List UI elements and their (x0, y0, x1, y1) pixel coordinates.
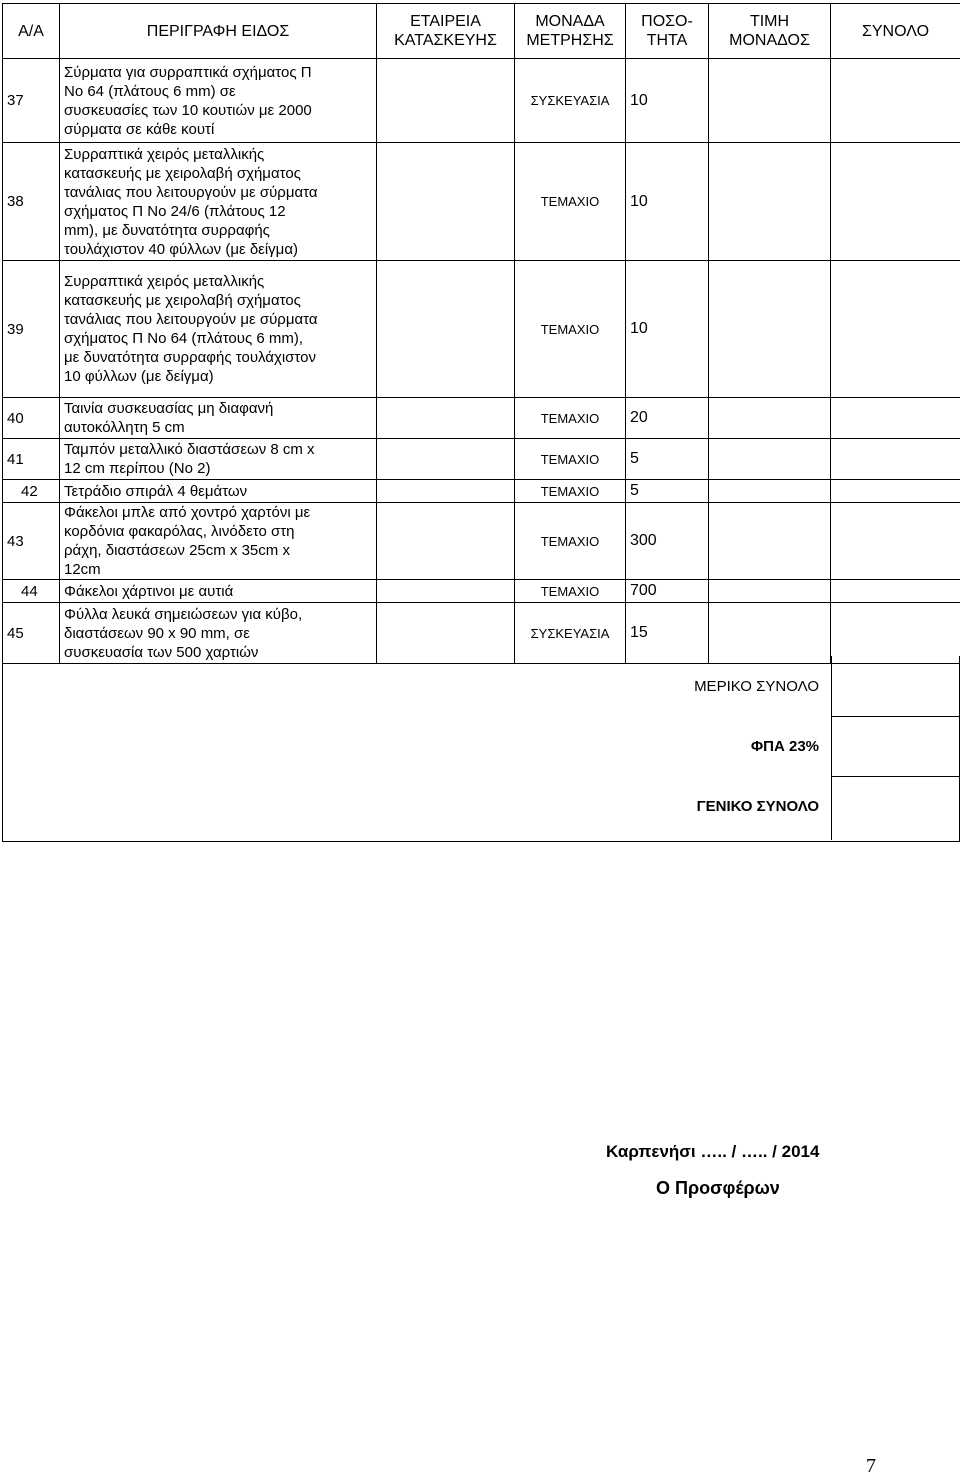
table-row (3, 59, 960, 143)
table-row (3, 603, 960, 664)
row-description (60, 398, 377, 439)
row-manufacturer (377, 480, 515, 503)
row-description (60, 439, 377, 480)
items-table (2, 3, 960, 664)
row-unit: ΤΕΜΑΧΙΟ (515, 439, 626, 480)
summary-block (2, 656, 960, 842)
row-quantity: 10 (626, 261, 709, 398)
description-line: κορδόνια φακαρόλας, λινόδετο στη (64, 523, 295, 540)
row-number: 37 (3, 59, 60, 143)
row-unit: ΣΥΣΚΕΥΑΣΙΑ (515, 603, 626, 664)
grand-total-label: ΓΕΝΙΚΟ ΣΥΝΟΛΟ (696, 798, 819, 815)
table-row (3, 143, 960, 261)
row-manufacturer (377, 261, 515, 398)
row-total (831, 261, 960, 398)
header-unit-line1: ΜΟΝΑΔΑ (535, 13, 605, 30)
row-unit-price (709, 439, 831, 480)
header-quantity (626, 4, 709, 59)
description-line: Φάκελοι χάρτινοι με αυτιά (64, 582, 234, 600)
description-line: κατασκευής με χειρολαβή σχήματος (64, 292, 301, 309)
row-unit-price (709, 603, 831, 664)
description-line: Νο 64 (πλάτους 6 mm) σε (64, 82, 236, 100)
description-line: Συρραπτικά χειρός μεταλλικής (64, 145, 265, 163)
row-number: 45 (3, 603, 60, 664)
header-manufacturer-line2: ΚΑΤΑΣΚΕΥΗΣ (394, 32, 497, 49)
table-row (3, 398, 960, 439)
table-row (3, 580, 960, 603)
row-manufacturer (377, 59, 515, 143)
row-description (60, 480, 377, 503)
row-total (831, 439, 960, 480)
row-unit: ΤΕΜΑΧΙΟ (515, 580, 626, 603)
row-description (60, 503, 377, 580)
row-total (831, 503, 960, 580)
description-line: Σύρματα για συρραπτικά σχήματος Π (64, 63, 312, 81)
row-unit: ΤΕΜΑΧΙΟ (515, 398, 626, 439)
place-date: Καρπενήσι ….. / ….. / 2014 (606, 1142, 820, 1161)
description-line: σύρματα σε κάθε κουτί (64, 120, 215, 138)
row-unit: ΤΕΜΑΧΙΟ (515, 143, 626, 261)
row-number: 39 (3, 261, 60, 398)
header-manufacturer (377, 4, 515, 59)
row-number: 40 (3, 398, 60, 439)
row-manufacturer (377, 143, 515, 261)
row-total (831, 398, 960, 439)
row-total (831, 603, 960, 664)
header-manufacturer-line1: ΕΤΑΙΡΕΙΑ (410, 13, 481, 30)
description-line: αυτοκόλλητη 5 cm (64, 419, 185, 436)
table-row (3, 503, 960, 580)
summary-divider (832, 776, 960, 777)
row-unit-price (709, 398, 831, 439)
row-manufacturer (377, 603, 515, 664)
description-line: 10 φύλλων (με δείγμα) (64, 368, 214, 385)
description-line: σχήματος Π Νο 24/6 (πλάτους 12 (64, 202, 286, 220)
description-line: mm), με δυνατότητα συρραφής (64, 221, 270, 239)
row-manufacturer (377, 580, 515, 603)
description-line: συσκευασία των 500 χαρτιών (64, 643, 259, 661)
row-total (831, 59, 960, 143)
description-line: ράχη, διαστάσεων 25cm x 35cm x (64, 542, 290, 559)
description-line: Φάκελοι μπλε από χοντρό χαρτόνι με (64, 504, 311, 521)
row-quantity: 10 (626, 143, 709, 261)
row-description (60, 603, 377, 664)
row-unit-price (709, 261, 831, 398)
table-row (3, 261, 960, 398)
row-quantity: 700 (626, 580, 709, 603)
description-line: συσκευασίες των 10 κουτιών με 2000 (64, 101, 312, 119)
row-number: 38 (3, 143, 60, 261)
description-line: Τετράδιο σπιράλ 4 θεμάτων (64, 482, 248, 500)
row-unit-price (709, 480, 831, 503)
row-number: 41 (3, 439, 60, 480)
row-number: 42 (3, 480, 60, 503)
row-description (60, 59, 377, 143)
header-unit-price (709, 4, 831, 59)
description-line: Συρραπτικά χειρός μεταλλικής (64, 273, 265, 290)
row-unit: ΤΕΜΑΧΙΟ (515, 480, 626, 503)
description-line: Ταμπόν μεταλλικό διαστάσεων 8 cm x (64, 441, 315, 458)
row-manufacturer (377, 398, 515, 439)
row-number: 43 (3, 503, 60, 580)
description-line: κατασκευής με χειρολαβή σχήματος (64, 164, 301, 182)
vat-label: ΦΠΑ 23% (750, 738, 819, 755)
header-aa: Α/Α (3, 4, 60, 59)
row-quantity: 300 (626, 503, 709, 580)
header-unit-price-line1: ΤΙΜΗ (749, 13, 790, 30)
row-total (831, 480, 960, 503)
row-unit-price (709, 580, 831, 603)
row-total (831, 580, 960, 603)
header-description: ΠΕΡΙΓΡΑΦΗ ΕΙΔΟΣ (60, 4, 377, 59)
table-row (3, 480, 960, 503)
description-line: τανάλιας που λειτουργούν με σύρματα (64, 311, 318, 328)
description-line: 12 cm περίπου (Νο 2) (64, 460, 211, 477)
header-total: ΣΥΝΟΛΟ (831, 4, 960, 59)
header-quantity-line2: ΤΗΤΑ (646, 32, 688, 49)
subtotal-label: ΜΕΡΙΚΟ ΣΥΝΟΛΟ (694, 678, 819, 695)
row-description (60, 580, 377, 603)
row-manufacturer (377, 439, 515, 480)
description-line: τουλάχιστον 40 φύλλων (με δείγμα) (64, 240, 298, 258)
table-row (3, 439, 960, 480)
row-total (831, 143, 960, 261)
header-quantity-line1: ΠΟΣΟ- (641, 13, 693, 30)
row-description (60, 143, 377, 261)
row-unit-price (709, 503, 831, 580)
description-line: Φύλλα λευκά σημειώσεων για κύβο, (64, 605, 303, 623)
page-number: 7 (866, 1455, 876, 1477)
row-unit: ΤΕΜΑΧΙΟ (515, 503, 626, 580)
row-unit: ΣΥΣΚΕΥΑΣΙΑ (515, 59, 626, 143)
summary-divider (832, 716, 960, 717)
row-quantity: 10 (626, 59, 709, 143)
row-unit-price (709, 59, 831, 143)
description-line: σχήματος Π Νο 64 (πλάτους 6 mm), (64, 330, 304, 347)
row-quantity: 15 (626, 603, 709, 664)
description-line: με δυνατότητα συρραφής τουλάχιστον (64, 349, 316, 366)
header-unit (515, 4, 626, 59)
row-unit-price (709, 143, 831, 261)
row-quantity: 5 (626, 480, 709, 503)
summary-values-column (831, 656, 960, 840)
description-line: 12cm (64, 561, 101, 578)
bidder-signature-label: Ο Προσφέρων (656, 1178, 780, 1198)
description-line: τανάλιας που λειτουργούν με σύρματα (64, 183, 318, 201)
description-line: Ταινία συσκευασίας μη διαφανή (64, 400, 274, 417)
header-unit-price-line2: ΜΟΝΑΔΟΣ (729, 32, 810, 49)
header-unit-line2: ΜΕΤΡΗΣΗΣ (526, 32, 614, 49)
row-manufacturer (377, 503, 515, 580)
description-line: διαστάσεων 90 x 90 mm, σε (64, 624, 250, 642)
table-header-row (3, 4, 960, 59)
row-quantity: 5 (626, 439, 709, 480)
row-description (60, 261, 377, 398)
row-number: 44 (3, 580, 60, 603)
table-body (3, 59, 960, 664)
row-quantity: 20 (626, 398, 709, 439)
row-unit: ΤΕΜΑΧΙΟ (515, 261, 626, 398)
